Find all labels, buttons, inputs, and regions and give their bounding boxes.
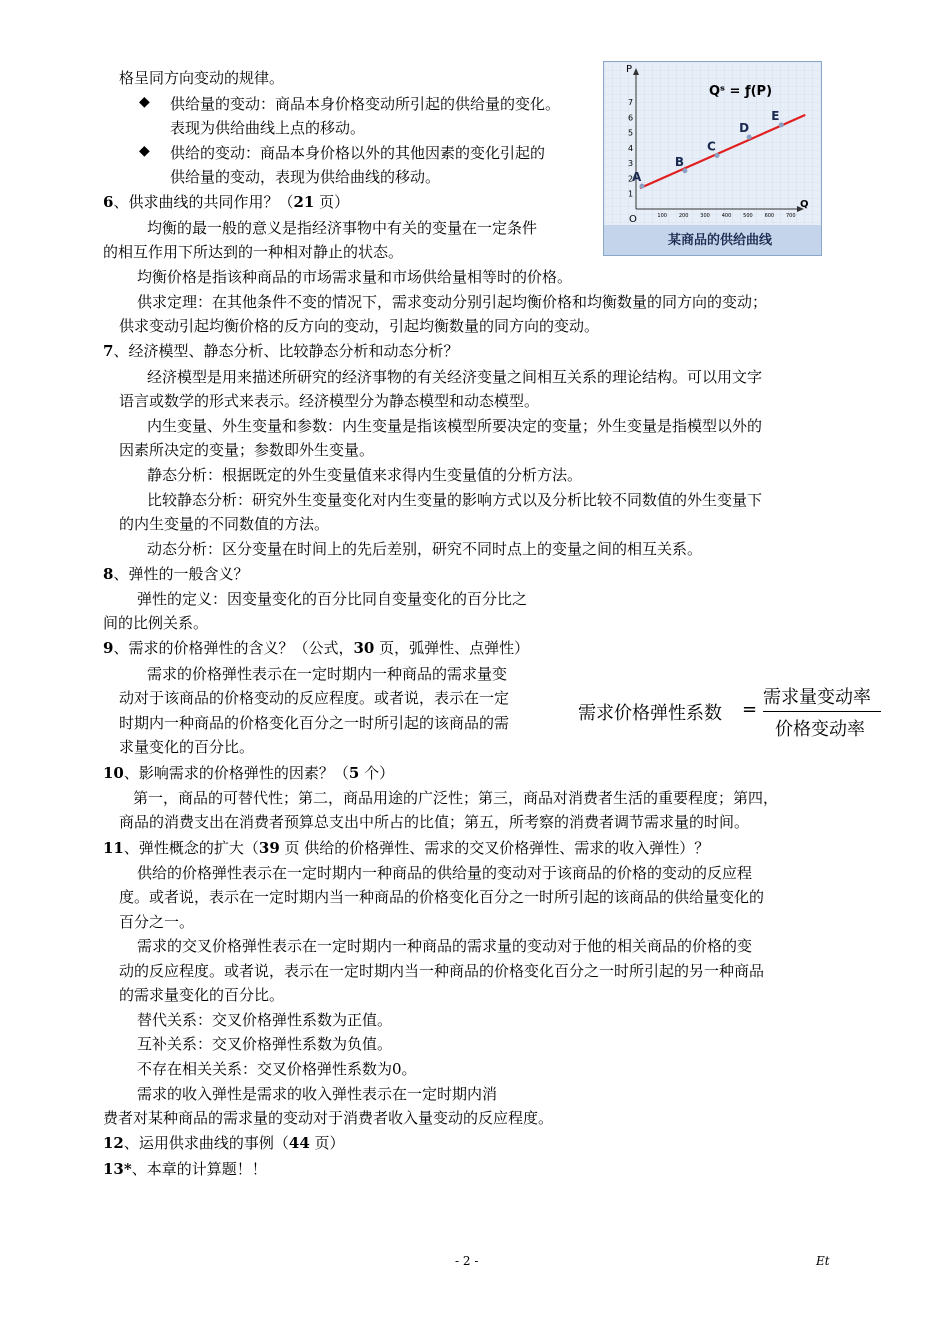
heading-text: 、本章的计算题！！ bbox=[131, 1160, 267, 1178]
formula-equals: = bbox=[742, 699, 758, 720]
point-label: D bbox=[739, 121, 750, 136]
curve-point bbox=[779, 122, 784, 127]
x-tick-label: 600 bbox=[764, 213, 775, 219]
text-line: 求量变化的百分比。 bbox=[119, 738, 255, 756]
curve-point bbox=[682, 168, 687, 173]
formula-denominator: 价格变动率 bbox=[775, 719, 865, 740]
elasticity-formula bbox=[578, 683, 898, 743]
text-line: 语言或数学的形式来表示。经济模型分为静态模型和动态模型。 bbox=[119, 392, 540, 410]
y-tick-label: 3 bbox=[628, 159, 634, 169]
text-line: 格呈同方向变动的规律。 bbox=[119, 69, 285, 87]
text-line: 供给量的变动，表现为供给曲线的移动。 bbox=[170, 168, 441, 186]
page-number: - 2 - bbox=[455, 1254, 479, 1268]
text-line: 动的反应程度。或者说，表示在一定时期内当一种商品的价格变化百分之一时所引起的另一种商品 bbox=[119, 962, 765, 980]
heading-page-ref: 39 bbox=[258, 839, 280, 857]
curve-point bbox=[747, 135, 752, 140]
curve-point bbox=[715, 153, 720, 158]
text-line: 时期内一种商品的价格变化百分之一时所引起的该商品的需 bbox=[119, 714, 510, 732]
heading-text: 、弹性的一般含义？ bbox=[113, 565, 249, 583]
section-heading bbox=[103, 563, 248, 585]
text-line: 因素所决定的变量；参数即外生变量。 bbox=[119, 441, 375, 459]
section-heading bbox=[103, 340, 458, 362]
heading-number: 8 bbox=[103, 565, 114, 583]
text-line: 需求的价格弹性表示在一定时期内一种商品的需求量变 bbox=[147, 665, 508, 683]
heading-tail: 页 供给的价格弹性、需求的交叉价格弹性、需求的收入弹性）？ bbox=[279, 839, 710, 857]
heading-number: 6 bbox=[103, 193, 114, 211]
heading-number: 13* bbox=[103, 1160, 132, 1178]
y-tick-label: 7 bbox=[628, 98, 634, 107]
text-line: 费者对某种商品的需求量的变动对于消费者收入量变动的反应程度。 bbox=[103, 1109, 554, 1127]
heading-tail: 个） bbox=[359, 764, 395, 782]
text-line: 间的比例关系。 bbox=[103, 614, 209, 632]
text-line: 动态分析：区分变量在时间上的先后差别，研究不同时点上的变量之间的相互关系。 bbox=[147, 540, 703, 558]
text-line: 静态分析：根据既定的外生变量值来求得内生变量值的分析方法。 bbox=[147, 466, 583, 484]
y-tick-label: 2 bbox=[628, 174, 634, 184]
text-line: 的内生变量的不同数值的方法。 bbox=[119, 515, 330, 533]
point-label: C bbox=[707, 139, 716, 154]
text-line: 商品的消费支出在消费者预算总支出中所占的比值；第五，所考察的消费者调节需求量的时间。 bbox=[119, 813, 750, 831]
y-axis-label: P bbox=[626, 64, 633, 75]
text-line: 比较静态分析：研究外生变量变化对内生变量的影响方式以及分析比较不同数值的外生变量下 bbox=[147, 491, 763, 509]
formula-lhs: 需求价格弹性系数 bbox=[578, 703, 722, 724]
heading-number: 10 bbox=[103, 764, 124, 782]
text-line: 不存在相关关系：交叉价格弹性系数为0。 bbox=[137, 1060, 417, 1078]
heading-page-ref: 5 bbox=[348, 764, 360, 782]
text-line: 表现为供给曲线上点的移动。 bbox=[170, 119, 366, 137]
x-tick-label: 400 bbox=[721, 213, 732, 219]
text-line: 供给量的变动：商品本身价格变动所引起的供给量的变化。 bbox=[170, 95, 561, 113]
section-heading bbox=[103, 1132, 345, 1154]
bullet-diamond-icon: ◆ bbox=[139, 143, 150, 159]
heading-text: 、经济模型、静态分析、比较静态分析和动态分析？ bbox=[113, 342, 459, 360]
curve-point bbox=[640, 184, 645, 189]
heading-page-ref: 30 bbox=[353, 639, 375, 657]
heading-number: 11 bbox=[103, 839, 124, 857]
x-tick-label: 100 bbox=[657, 213, 667, 219]
heading-number: 9 bbox=[103, 639, 114, 657]
text-line: 均衡价格是指该种商品的市场需求量和市场供给量相等时的价格。 bbox=[137, 268, 573, 286]
point-label: E bbox=[771, 108, 780, 123]
text-line: 度。或者说，表示在一定时期内当一种商品的价格变化百分之一时所引起的该商品的供给量变化的 bbox=[119, 888, 765, 906]
heading-text: 、需求的价格弹性的含义？（公式， bbox=[113, 639, 354, 657]
heading-text: 、弹性概念的扩大（ bbox=[123, 839, 259, 857]
text-line: 百分之一。 bbox=[119, 913, 195, 931]
text-line: 的相互作用下所达到的一种相对静止的状态。 bbox=[103, 243, 404, 261]
text-line: 供求定理：在其他条件不变的情况下，需求变动分别引起均衡价格和均衡数量的同方向的变动； bbox=[137, 293, 768, 311]
x-tick-label: 300 bbox=[700, 213, 710, 219]
x-tick-label: 500 bbox=[743, 213, 753, 219]
text-line: 动对于该商品的价格变动的反应程度。或者说，表示在一定 bbox=[119, 689, 510, 707]
formula-fraction-bar bbox=[763, 711, 881, 712]
text-line: 均衡的最一般的意义是指经济事物中有关的变量在一定条件 bbox=[147, 219, 538, 237]
text-line: 需求的交叉价格弹性表示在一定时期内一种商品的需求量的变动对于他的相关商品的价格的变 bbox=[137, 937, 753, 955]
supply-curve-figure bbox=[603, 61, 822, 256]
supply-function-label: Qˢ = ƒ(P) bbox=[709, 84, 773, 99]
text-line: 弹性的定义：因变量变化的百分比同自变量变化的百分比之 bbox=[137, 590, 528, 608]
section-heading bbox=[103, 837, 709, 859]
section-heading bbox=[103, 762, 394, 784]
x-axis-label: Q bbox=[800, 199, 809, 210]
text-line: 的需求量变化的百分比。 bbox=[119, 986, 285, 1004]
heading-page-ref: 44 bbox=[288, 1134, 310, 1152]
x-tick-label: 200 bbox=[678, 213, 689, 219]
text-line: 经济模型是用来描述所研究的经济事物的有关经济变量之间相互关系的理论结构。可以用文字 bbox=[147, 368, 763, 386]
x-tick-label: 700 bbox=[786, 213, 796, 219]
heading-tail: 页，弧弹性、点弹性） bbox=[374, 639, 530, 657]
heading-tail: 页） bbox=[309, 1134, 345, 1152]
text-line: 内生变量、外生变量和参数：内生变量是指该模型所要决定的变量；外生变量是指模型以外的 bbox=[147, 417, 763, 435]
section-heading bbox=[103, 191, 349, 213]
y-tick-label: 6 bbox=[628, 113, 634, 123]
text-line: 互补关系：交叉价格弹性系数为负值。 bbox=[137, 1035, 393, 1053]
heading-text: 、供求曲线的共同作用？（ bbox=[113, 193, 294, 211]
text-line: 供给的价格弹性表示在一定时期内一种商品的供给量的变动对于该商品的价格的变动的反应程 bbox=[137, 864, 753, 882]
section-heading bbox=[103, 1158, 267, 1180]
supply-curve-chart bbox=[604, 62, 821, 255]
section-heading bbox=[103, 637, 529, 659]
point-label: A bbox=[632, 170, 642, 185]
figure-caption: 某商品的供给曲线 bbox=[668, 233, 773, 248]
text-line: 供求变动引起均衡价格的反方向的变动，引起均衡数量的同方向的变动。 bbox=[119, 317, 600, 335]
heading-tail: 页） bbox=[314, 193, 350, 211]
heading-number: 12 bbox=[103, 1134, 124, 1152]
footer-mark: Et bbox=[816, 1254, 830, 1268]
y-tick-label: 5 bbox=[628, 128, 634, 138]
text-line: 替代关系：交叉价格弹性系数为正值。 bbox=[137, 1011, 393, 1029]
text-line: 供给的变动：商品本身价格以外的其他因素的变化引起的 bbox=[170, 144, 546, 162]
formula-numerator: 需求量变动率 bbox=[763, 687, 871, 708]
origin-label: O bbox=[629, 214, 637, 225]
heading-page-ref: 21 bbox=[293, 193, 315, 211]
text-line: 需求的收入弹性是需求的收入弹性表示在一定时期内消 bbox=[137, 1085, 498, 1103]
y-tick-label: 4 bbox=[628, 143, 634, 153]
heading-number: 7 bbox=[103, 342, 114, 360]
y-tick-label: 1 bbox=[628, 189, 634, 199]
heading-text: 、运用供求曲线的事例（ bbox=[123, 1134, 289, 1152]
bullet-diamond-icon: ◆ bbox=[139, 94, 150, 110]
point-label: B bbox=[674, 154, 685, 169]
heading-text: 、影响需求的价格弹性的因素？（ bbox=[123, 764, 349, 782]
text-line: 第一，商品的可替代性；第二，商品用途的广泛性；第三，商品对消费者生活的重要程度；第四， bbox=[133, 789, 779, 807]
